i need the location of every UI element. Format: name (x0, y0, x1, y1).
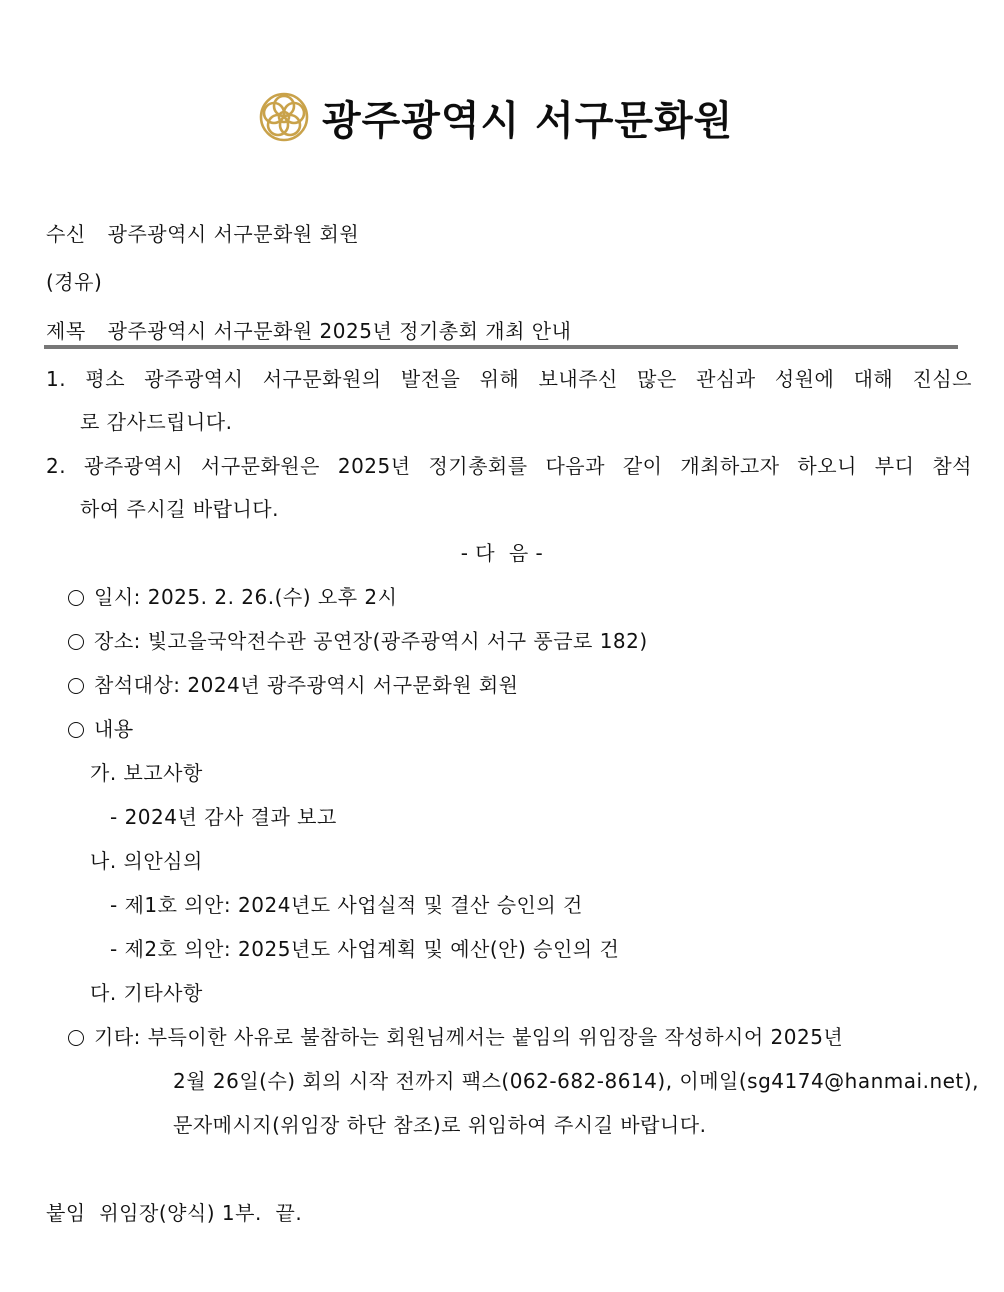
item-other-text-1: 기타: 부득이한 사유로 불참하는 회원님께서는 붙임의 위임장을 작성하시어 2025년 (94, 1025, 844, 1049)
paragraph-2-line-2: 하여 주시길 바랍니다. (80, 497, 279, 521)
section-heading: - 다 음 - (460, 541, 544, 565)
item-attendees-text: 참석대상: 2024년 광주광역시 서구문화원 회원 (94, 673, 519, 697)
item-content-text: 내용 (94, 717, 134, 741)
sub-item-a: 가. 보고사항 (90, 761, 203, 785)
item-other-line-3: 문자메시지(위임장 하단 참조)로 위임하여 주시길 바랍니다. (173, 1113, 707, 1137)
item-attendees (68, 673, 519, 697)
item-other-line-2: 2월 26일(수) 회의 시작 전까지 팩스(062-682-8614), 이메일(sg4174@hanmai.net), (173, 1069, 979, 1093)
item-date (68, 585, 397, 609)
recipient-value: 광주광역시 서구문화원 회원 (107, 222, 360, 246)
circle-bullet-icon (68, 722, 84, 738)
item-date-text: 일시: 2025. 2. 26.(수) 오후 2시 (94, 585, 398, 609)
item-venue (68, 629, 648, 653)
paragraph-1-line-2: 로 감사드립니다. (80, 410, 233, 434)
sub-item-b-detail-1: - 제1호 의안: 2024년도 사업실적 및 결산 승인의 건 (110, 893, 583, 917)
circle-bullet-icon (68, 590, 84, 606)
subject-label: 제목 (46, 319, 86, 343)
item-venue-text: 장소: 빛고을국악전수관 공연장(광주광역시 서구 풍금로 182) (94, 629, 648, 653)
recipient-label: 수신 (46, 222, 86, 246)
letterhead (258, 88, 733, 146)
subject-divider (44, 345, 958, 349)
sub-item-c: 다. 기타사항 (90, 981, 203, 1005)
circle-bullet-icon (68, 1030, 84, 1046)
item-content (68, 717, 134, 741)
subject-line (46, 319, 571, 343)
paragraph-2-line-1: 2. 광주광역시 서구문화원은 2025년 정기총회를 다음과 같이 개최하고자 하오니 부디 참석 (46, 454, 972, 478)
sub-item-b: 나. 의안심의 (90, 849, 203, 873)
item-other-line-1 (68, 1025, 843, 1049)
sub-item-a-detail-1: - 2024년 감사 결과 보고 (110, 805, 337, 829)
circle-bullet-icon (68, 634, 84, 650)
attachment-line: 붙임 위임장(양식) 1부. 끝. (46, 1201, 303, 1225)
circle-bullet-icon (68, 678, 84, 694)
subject-value: 광주광역시 서구문화원 2025년 정기총회 개최 안내 (107, 319, 572, 343)
via-line: (경유) (46, 270, 103, 294)
sub-item-b-detail-2: - 제2호 의안: 2025년도 사업계획 및 예산(안) 승인의 건 (110, 937, 620, 961)
paragraph-1-line-1: 1. 평소 광주광역시 서구문화원의 발전을 위해 보내주신 많은 관심과 성원에 대해 진심으 (46, 367, 972, 391)
flower-knot-emblem-icon (258, 91, 310, 143)
recipient-line (46, 222, 359, 246)
organization-name: 광주광역시 서구문화원 (322, 97, 734, 144)
